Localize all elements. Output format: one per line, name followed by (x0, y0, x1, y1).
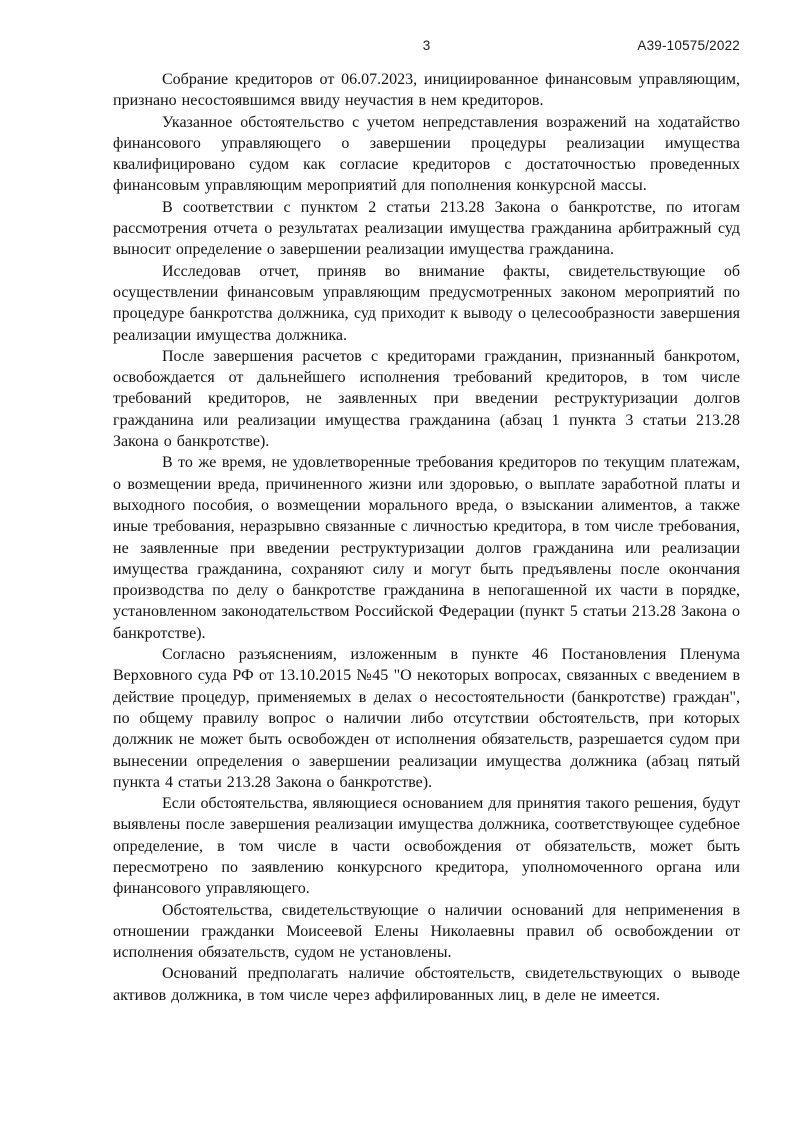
paragraph: После завершения расчетов с кредиторами гражданин, признанный банкротом, освобождается от дальнейшего исполнения требований кредиторов, в том числе требований кредиторов, не заявленных при введении реструктуризации долгов гражданина или реализации имущества гражданина (абзац 1 пункта 3 статьи 213.28 Закона о банкротстве). (113, 347, 740, 451)
page-header (113, 38, 740, 58)
paragraph: Обстоятельства, свидетельствующие о наличии оснований для неприменения в отношении гражданки Моисеевой Елены Николаевны правил об освобождении от исполнения обязательств, судом не установлены. (113, 901, 740, 962)
case-number: А39-10575/2022 (637, 38, 740, 53)
paragraph: В соответствии с пунктом 2 статьи 213.28 Закона о банкротстве, по итогам рассмотрения отчета о результатах реализации имущества гражданина арбитражный суд выносит определение о завершении реализации имущества гражданина. (113, 198, 740, 259)
paragraph: Согласно разъяснениям, изложенным в пункте 46 Постановления Пленума Верховного суда РФ от 13.10.2015 №45 "О некоторых вопросах, связанных с введением в действие процедур, применяемых в делах о несостоятельности (банкротстве) граждан", по общему правилу вопрос о наличии либо отсутствии обстоятельств, при которых должник не может быть освобожден от исполнения обязательств, разрешается судом при вынесении определения о завершении реализации имущества должника (абзац пятый пункта 4 статьи 213.28 Закона о банкротстве). (113, 646, 740, 791)
paragraph: Если обстоятельства, являющиеся основанием для принятия такого решения, будут выявлены после завершения реализации имущества должника, соответствующее судебное определение, в том числе в части освобождения от обязательств, может быть пересмотрено по заявлению конкурсного кредитора, уполномоченного органа или финансового управляющего. (113, 795, 740, 898)
paragraph: Указанное обстоятельство с учетом непредставления возражений на ходатайство финансового управляющего о завершении процедуры реализации имущества квалифицировано судом как согласие кредиторов с достаточностью проведенных финансовым управляющим мероприятий для пополнения конкурсной массы. (113, 113, 740, 195)
paragraph: Оснований предполагать наличие обстоятельств, свидетельствующих о выводе активов должника, в том числе через аффилированных лиц, в деле не имеется. (113, 965, 740, 1004)
paragraph: В то же время, не удовлетворенные требования кредиторов по текущим платежам, о возмещении вреда, причиненного жизни или здоровью, о выплате заработной платы и выходного пособия, о возмещении морального вреда, о взыскании алиментов, а также иные требования, неразрывно связанные с личностью кредитора, в том числе требования, не заявленные при введении реструктуризации долгов гражданина или реализации имущества гражданина, сохраняют силу и могут быть предъявлены после окончания производства по делу о банкротстве гражданина в непогашенной их части в порядке, установленном законодательством Российской Федерации (пункт 5 статьи 213.28 Закона о банкротстве). (113, 454, 740, 642)
document-body (113, 69, 740, 1006)
page-number: 3 (422, 38, 431, 53)
paragraph: Исследовав отчет, приняв во внимание факты, свидетельствующие об осуществлении финансовым управляющим предусмотренных законом мероприятий по процедуре банкротства должника, суд приходит к выводу о целесообразности завершения реализации имущества должника. (113, 262, 740, 344)
paragraph: Собрание кредиторов от 06.07.2023, инициированное финансовым управляющим, признано несостоявшимся ввиду неучастия в нем кредиторов. (113, 71, 740, 110)
